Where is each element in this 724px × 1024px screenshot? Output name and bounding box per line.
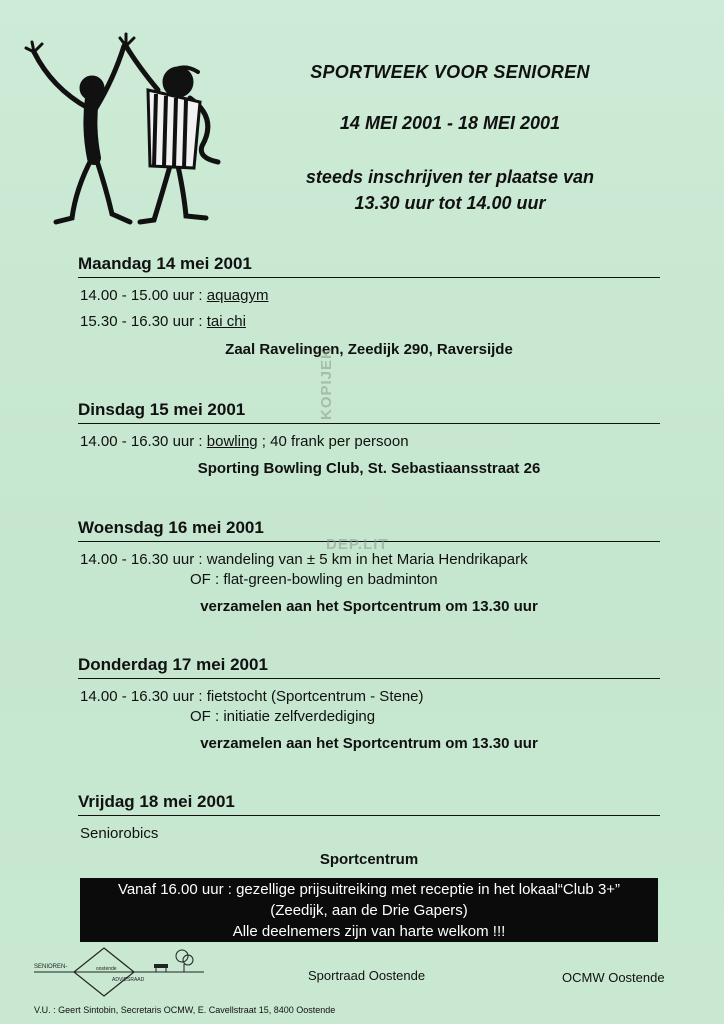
time-range: 14.00 - 15.00 uur : [80,287,207,304]
venue: verzamelen aan het Sportcentrum om 13.30 uur [200,598,538,615]
day-heading: Vrijdag 18 mei 2001 [78,792,660,816]
day-heading: Maandag 14 mei 2001 [78,254,660,278]
venue: Sporting Bowling Club, St. Sebastiaansstraat 26 [197,460,541,477]
time-range: 14.00 - 16.30 uur : [80,433,207,450]
day-heading: Woensdag 16 mei 2001 [78,518,660,542]
venue: Zaal Ravelingen, Zeedijk 290, Raversijde [225,341,513,358]
registration-line-2: 13.30 uur tot 14.00 uur [354,193,546,213]
schedule-line: Seniorobics [80,825,159,842]
schedule-line [80,433,660,450]
closing-banner [80,878,658,942]
schedule-line: 14.00 - 16.30 uur : wandeling van ± 5 km in het Maria Hendrikapark [80,551,528,568]
seniorenadviesraad-logo [34,946,204,998]
ocmw-label: OCMW Oostende [562,970,665,985]
day-wednesday [78,518,660,615]
poster-title: SPORTWEEK VOOR SENIOREN [310,62,590,82]
venue: verzamelen aan het Sportcentrum om 13.30 uur [200,735,538,752]
venue: Sportcentrum [319,851,419,868]
schedule-line [80,287,660,304]
day-monday [78,254,660,358]
library-stamp: DEP.LIT [326,536,389,553]
alternative-line: OF : initiatie zelfverdediging [190,708,376,725]
sportraad-label: Sportraad Oostende [308,968,426,983]
event-dates: 14 MEI 2001 - 18 MEI 2001 [339,113,561,133]
title-block [250,62,650,216]
day-heading: Donderdag 17 mei 2001 [78,655,660,679]
logo-text-mid: oostende [96,966,117,972]
registration-line-1: steeds inschrijven ter plaatse van [305,167,595,187]
activity-name: bowling [206,433,258,450]
alternative-line: OF : flat-green-bowling en badminton [190,571,438,588]
activity-name: aquagym [206,287,269,304]
time-range: 15.30 - 16.30 uur : [80,313,207,330]
logo-text-right: ADVIESRAAD [112,977,145,983]
day-tuesday [78,400,660,477]
banner-line-3: Alle deelnemers zijn van harte welkom !!! [232,923,506,940]
schedule-line: 14.00 - 16.30 uur : fietstocht (Sportcentrum - Stene) [80,688,424,705]
banner-line-2: (Zeedijk, aan de Drie Gapers) [270,902,468,919]
day-friday [78,792,660,868]
registration-note [250,164,650,216]
banner-line-1: Vanaf 16.00 uur : gezellige prijsuitreiking met receptie in het lokaal“Club 3+” [117,881,621,898]
library-stamp: KOPIJEK [318,347,335,420]
activity-name: tai chi [206,313,246,330]
logo-text-left: SENIOREN- [34,964,68,970]
schedule-line [80,313,660,330]
publisher-line: V.U. : Geert Sintobin, Secretaris OCMW, E. Cavellstraat 15, 8400 Oostende [34,1005,336,1015]
price-note: ; 40 frank per persoon [257,433,409,450]
day-heading: Dinsdag 15 mei 2001 [78,400,660,424]
day-thursday [78,655,660,752]
stick-figures-illustration [22,18,232,230]
